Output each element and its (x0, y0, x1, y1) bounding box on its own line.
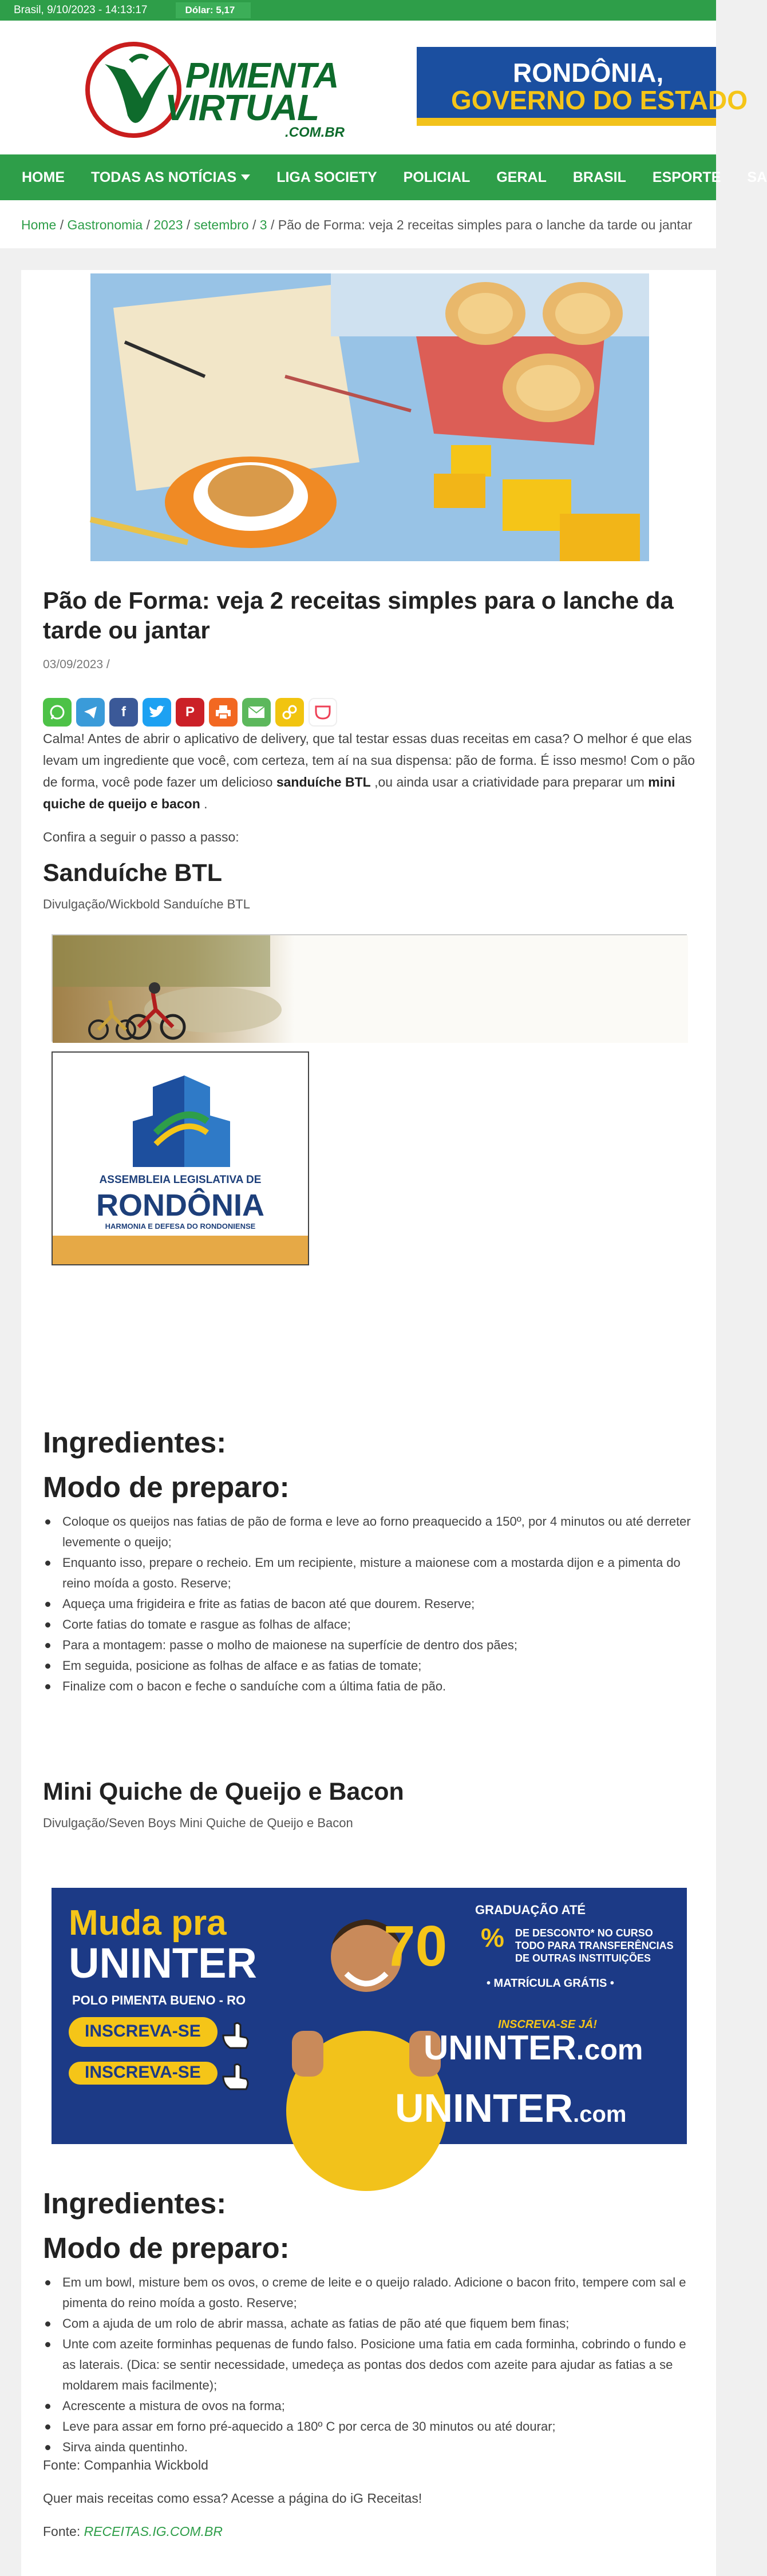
breadcrumb-sep: / (56, 217, 68, 232)
whatsapp-icon[interactable] (43, 698, 72, 727)
list-item: Enquanto isso, prepare o recheio. Em um recipiente, misture a maionese com a mostarda dijon e a pimenta do reino moída a gosto. Reserve; (43, 1553, 695, 1594)
ad-uninter-matricula: • MATRÍCULA GRÁTIS • (487, 1977, 614, 1990)
ad-assembleia-line1: ASSEMBLEIA LEGISLATIVA DE (99, 1174, 262, 1186)
recipe2-caption: Divulgação/Seven Boys Mini Quiche de Queijo e Bacon (43, 1816, 353, 1830)
ad-uninter-percent: 70 (384, 1914, 448, 1978)
breadcrumb-current: Pão de Forma: veja 2 receitas simples para o lanche da tarde ou jantar (278, 217, 693, 232)
print-icon[interactable] (209, 698, 238, 727)
logo-text-virtual: VIRTUAL (165, 87, 319, 128)
ad-uninter-polo: POLO PIMENTA BUENO - RO (72, 1993, 246, 2007)
pointer-hand-icon (218, 2018, 252, 2053)
list-item: Finalize com o bacon e feche o sanduíche com a última fatia de pão. (43, 1676, 695, 1697)
nav-brasil[interactable]: BRASIL (572, 169, 626, 185)
top-bar (0, 0, 716, 21)
list-item: Leve para assar em forno pré-aquecido a 180º C por cerca de 30 minutos ou até dourar; (43, 2416, 695, 2437)
ad-uninter-domain-1 (424, 2031, 643, 2067)
nav-esporte[interactable]: ESPORTE (652, 169, 721, 185)
nav-todas-noticias-label: TODAS AS NOTÍCIAS (91, 169, 237, 185)
logo-text-combr: .COM.BR (285, 125, 345, 140)
cta-text: Quer mais receitas como essa? Acesse a página do iG Receitas! (43, 2491, 422, 2506)
breadcrumb-home[interactable]: Home (21, 217, 57, 232)
article-card (21, 270, 716, 2576)
assembleia-building-icon (53, 1053, 310, 1173)
list-item: Para a montagem: passe o molho de maionese na superfície de dentro dos pães; (43, 1635, 695, 1656)
fonte-receitas (43, 2521, 695, 2542)
ad-uninter-domain-text: UNINTER (424, 2029, 576, 2067)
list-item: Com a ajuda de um rolo de abrir massa, achate as fatias de pão até que fiquem bem finas; (43, 2313, 695, 2334)
ad-uninter-percent-sign: % (481, 1923, 504, 1952)
list-item: Unte com azeite forminhas pequenas de fundo falso. Posicione uma fatia em cada forminha, cobrindo o fundo e as laterais. (Dica: se sentir necessidade, umedeça as pontas dos dedos com azeite para ajudar as fatias a se moldarem mais facilmente); (43, 2334, 695, 2396)
pointer-hand-icon (218, 2059, 252, 2094)
recipe1-steps (43, 1511, 695, 1697)
list-item: Em um bowl, misture bem os ovos, o creme de leite e o queijo ralado. Adicione o bacon frito, tempere com sal e pimenta do reino moída a gosto. Reserve; (43, 2272, 695, 2313)
ad-uninter-desc: DE DESCONTO* NO CURSO TODO PARA TRANSFERÊNCIAS DE OUTRAS INSTITUIÇÕES (515, 1927, 674, 1964)
breadcrumb-year[interactable]: 2023 (153, 217, 183, 232)
ad-assembleia-rondonia[interactable] (52, 1051, 309, 1265)
fonte-label: Fonte: (43, 2524, 84, 2539)
article-title: Pão de Forma: veja 2 receitas simples para o lanche da tarde ou jantar (43, 587, 674, 644)
intro-text-1: Calma! Antes de abrir o aplicativo de delivery, que tal testar essas duas receitas em casa? O melhor é que elas levam um ingrediente que você, com certeza, tem aí na sua dispensa: pão de forma. É isso mesmo! Com o pão de forma, você pode fazer um delicioso (43, 731, 695, 789)
ad-uninter-brand: UNINTER (69, 1939, 257, 1987)
list-item: Corte fatias do tomate e rasgue as folhas de alface; (43, 1614, 695, 1635)
ad-uninter-inscreva-button-2[interactable]: INSCREVA-SE (69, 2062, 218, 2085)
nav-todas-noticias[interactable] (91, 169, 250, 186)
ad-uninter-muda: Muda pra (69, 1903, 227, 1943)
dollar-rate: Dólar: 5,17 (176, 2, 251, 18)
header-ad-banner[interactable] (417, 47, 748, 126)
ad-assembleia-footer (53, 1236, 308, 1264)
telegram-icon[interactable] (76, 698, 105, 727)
header-ad-stripe (417, 118, 716, 126)
logo-text-pimenta: PIMENTA (185, 56, 339, 96)
nav-geral[interactable]: GERAL (496, 169, 547, 185)
ad-assembleia-line3: HARMONIA E DEFESA DO RONDONIENSE (105, 1222, 256, 1231)
ad-uninter-inscreva-button[interactable]: INSCREVA-SE (69, 2017, 218, 2047)
ad-uninter-graduacao: GRADUAÇÃO ATÉ (475, 1903, 586, 1917)
ad-uninter-domain-suffix: .com (576, 2034, 643, 2066)
share-bar (43, 698, 342, 727)
intro-bold-btl: sanduíche BTL (276, 775, 371, 789)
list-item: Aqueça uma frigideira e frite as fatias de bacon até que dourem. Reserve; (43, 1594, 695, 1614)
facebook-icon[interactable]: f (109, 698, 138, 727)
nav-liga-society[interactable]: LIGA SOCIETY (276, 169, 377, 185)
recipe2-title: Mini Quiche de Queijo e Bacon (43, 1778, 404, 1805)
nav-home[interactable]: HOME (22, 169, 65, 185)
chevron-down-icon (241, 174, 250, 180)
nav-saude[interactable]: SA (747, 169, 767, 185)
intro-text-3: . (200, 796, 208, 811)
confira-text: Confira a seguir o passo a passo: (43, 829, 239, 844)
list-item: Em seguida, posicione as folhas de alface e as fatias de tomate; (43, 1656, 695, 1676)
recipe1-title: Sanduíche BTL (43, 859, 222, 887)
ad-uninter-domain-2 (395, 2088, 626, 2134)
recipe2-steps (43, 2272, 695, 2458)
breadcrumb-sep: / (248, 217, 260, 232)
header-ad-line1: RONDÔNIA, (513, 58, 664, 88)
recipe1-modo: Modo de preparo: (43, 1471, 290, 1503)
intro-bold-quiche: mini quiche de queijo e bacon (43, 775, 675, 811)
fonte-link[interactable]: RECEITAS.IG.COM.BR (84, 2524, 223, 2539)
breadcrumb-sep: / (143, 217, 154, 232)
twitter-icon[interactable] (143, 698, 171, 727)
nav-policial[interactable]: POLICIAL (403, 169, 471, 185)
recipe1-caption: Divulgação/Wickbold Sanduíche BTL (43, 897, 250, 911)
breadcrumb (0, 200, 716, 248)
site-logo[interactable] (85, 41, 359, 138)
ad-banner-cyclists[interactable] (52, 934, 687, 1042)
recipe2-modo: Modo de preparo: (43, 2232, 290, 2264)
pinterest-icon[interactable]: P (176, 698, 204, 727)
list-item: Acrescente a mistura de ovos na forma; (43, 2396, 695, 2416)
datetime: Brasil, 9/10/2023 - 14:13:17 (14, 4, 148, 16)
breadcrumb-gastronomia[interactable]: Gastronomia (67, 217, 143, 232)
cyclists-illustration (53, 935, 688, 1043)
intro-text-2: ,ou ainda usar a criatividade para preparar um (370, 775, 649, 789)
recipe1-ingredientes: Ingredientes: (43, 1426, 227, 1459)
ad-uninter-inscreva-ja: INSCREVA-SE JÁ! (498, 2018, 597, 2031)
ad-uninter-domain-suffix: .com (573, 2102, 627, 2127)
article-intro (43, 728, 695, 815)
breadcrumb-sep: / (183, 217, 194, 232)
hero-illustration (90, 273, 649, 561)
breadcrumb-sep: / (267, 217, 278, 232)
ad-assembleia-line2: RONDÔNIA (96, 1188, 264, 1222)
main-nav (0, 154, 767, 200)
site-header (0, 21, 748, 154)
fonte-wickbold: Fonte: Companhia Wickbold (43, 2458, 208, 2472)
copy-link-icon[interactable] (275, 698, 304, 727)
breadcrumb-month[interactable]: setembro (193, 217, 249, 232)
list-item: Sirva ainda quentinho. (43, 2437, 695, 2458)
article-hero-image (90, 273, 649, 561)
breadcrumb-day[interactable]: 3 (259, 217, 267, 232)
email-icon[interactable] (242, 698, 271, 727)
header-ad-line2: GOVERNO DO ESTADO (451, 85, 748, 115)
pocket-icon[interactable] (309, 698, 337, 727)
list-item: Coloque os queijos nas fatias de pão de forma e leve ao forno preaquecido a 150º, por 4 minutos ou até derreter levemente o queijo; (43, 1511, 695, 1553)
recipe2-ingredientes: Ingredientes: (43, 2187, 227, 2220)
ad-uninter-domain-text: UNINTER (395, 2086, 574, 2130)
article-date: 03/09/2023 / (43, 658, 110, 671)
ad-uninter[interactable] (52, 1888, 687, 2144)
